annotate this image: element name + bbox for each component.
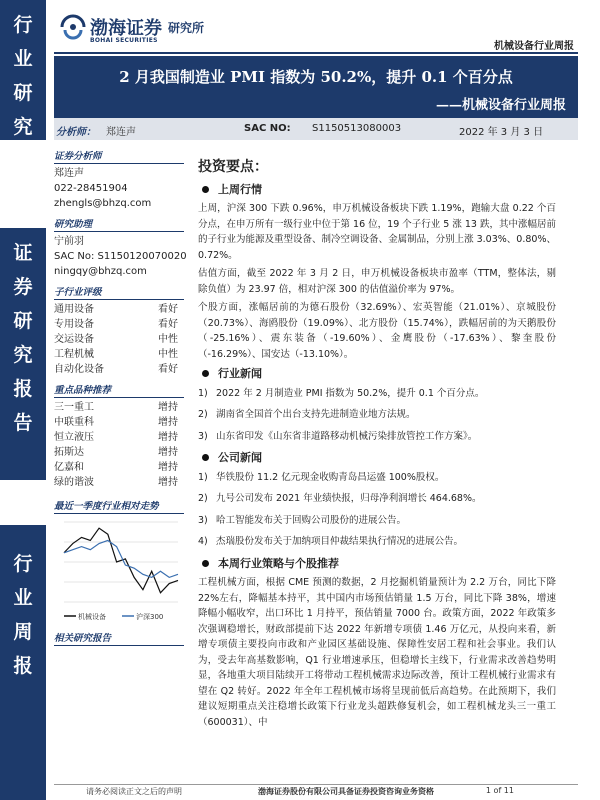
rating-row — [54, 415, 184, 430]
bullet-icon — [202, 560, 209, 567]
related-section-heading: 相关研究报告 — [54, 630, 184, 646]
list-text: 哈工智能发布关于回购公司股份的进展公告。 — [216, 514, 407, 526]
band-char: 报 — [13, 378, 33, 400]
report-subtitle: ——机械设备行业周报 — [435, 98, 566, 113]
paragraph: 上周，沪深 300 下跌 0.96%，申万机械设备板块下跌 1.19%，跑输大盘 0.22 个百分点，在申万所有一级行业中位于第 16 位，19 个子行业 5 涨 13 跌，其中涨幅居前的子行业为能源及重型设备、制冷空调设备、金属制品，分别上涨 3.03%、0.80%、0.72%。 — [198, 203, 556, 261]
list-text: 九号公司发布 2021 年业绩快报，归母净利润增长 464.68%。 — [216, 493, 482, 504]
report-date: 2022 年 3 月 3 日 — [459, 127, 544, 138]
item-name: 绿的谐波 — [54, 477, 94, 488]
rating-list — [54, 302, 184, 377]
rating-section-heading: 子行业评级 — [54, 284, 184, 300]
band-char: 告 — [13, 412, 33, 434]
header-divider — [54, 52, 578, 54]
list-item — [198, 513, 556, 529]
band-char: 究 — [13, 344, 33, 366]
item-rating: 增持 — [158, 447, 178, 458]
band-char: 行 — [13, 14, 33, 36]
rating-row — [54, 362, 184, 377]
list-text: 山东省印发《山东省非道路移动机械污染排放管控工作方案》。 — [216, 430, 478, 442]
footer-disclaimer: 请务必阅读正文之后的声明 — [86, 787, 182, 796]
item-name: 亿嘉和 — [54, 462, 84, 473]
band-char: 研 — [13, 310, 33, 332]
band-char: 业 — [13, 587, 33, 609]
chart-section-heading: 最近一季度行业相对走势 — [54, 498, 184, 514]
band-char: 周 — [13, 621, 33, 643]
item-rating: 增持 — [158, 432, 178, 443]
legend-label: 沪深300 — [136, 613, 164, 621]
band-char: 券 — [13, 276, 33, 298]
section-title: 公司新闻 — [218, 451, 262, 464]
bullet-icon — [202, 370, 209, 377]
list-text: 华铁股份 11.2 亿元现金收购青岛昌运盛 100%股权。 — [216, 471, 445, 483]
assistant-sac: SAC No: S1150120070020 — [54, 251, 187, 262]
analyst-email: zhengls@bhzq.com — [54, 198, 152, 209]
legend-label: 机械设备 — [78, 613, 106, 621]
item-name: 恒立液压 — [54, 432, 94, 443]
item-name: 三一重工 — [54, 402, 94, 413]
list-text: 湖南省全国首个出台支持先进制造业地方法规。 — [216, 409, 416, 420]
band-char: 行 — [13, 553, 33, 575]
list-text: 2022 年 2 月制造业 PMI 指数为 50.2%，提升 0.1 个百分点。 — [216, 387, 485, 399]
list-item — [198, 386, 556, 402]
band-bottom — [0, 525, 46, 800]
stocks-section-heading: 重点品种推荐 — [54, 382, 184, 398]
item-rating: 增持 — [158, 417, 178, 428]
stock-list — [54, 400, 184, 490]
assistant-email: ningqy@bhzq.com — [54, 266, 147, 277]
list-number: 2) — [198, 409, 208, 420]
company-logo — [60, 14, 205, 44]
item-rating: 看好 — [158, 364, 178, 375]
band-middle — [0, 228, 46, 480]
series-line — [64, 528, 178, 593]
list-item — [198, 470, 556, 486]
list-text: 杰瑞股份发布关于加纳项目仲裁结果执行情况的进展公告。 — [216, 536, 464, 547]
rating-row — [54, 430, 184, 445]
band-char: 证 — [13, 242, 33, 264]
sac-number: S1150513080003 — [312, 123, 402, 134]
meta-bar — [54, 118, 578, 140]
band-char: 研 — [13, 82, 33, 104]
rating-row — [54, 460, 184, 475]
rating-row — [54, 302, 184, 317]
list-number: 4) — [198, 536, 208, 547]
report-type-tag: 机械设备行业周报 — [494, 41, 574, 52]
band-char: 报 — [13, 655, 33, 677]
rating-row — [54, 347, 184, 362]
main-content — [198, 160, 556, 738]
item-name: 自动化设备 — [54, 364, 104, 375]
section-title: 行业新闻 — [218, 367, 262, 380]
logo-text-cn: 渤海证券 — [90, 18, 162, 39]
assistant-name: 宁前羽 — [54, 236, 84, 247]
paragraph: 工程机械方面，根据 CME 预测的数据，2 月挖掘机销量预计为 2.2 万台，同比下降 22%左右，降幅基本持平，其中国内市场预估销量 1.5 万台，同比下降 38%，增速降幅小幅收窄，出口环比 1 月持平，预估销量 7000 台。政策方面，2022 年政策多次强调稳增长，财政部提前下达 2022 年新增专项债 1.46 万亿元，从投向来看，新增专项债主要投向市政和产业园区基础设施、保障性安居工程和社会事业。我们认为，受去年高基数影响，Q1 行业增速承压，但稳增长主线下，行业需求改善趋势明显，各地重大项目陆续开工将带动工程机械需求边际改善，预计工程机械行业需求有望在 Q2 转好。2022 年全年工程机械市场将呈现前低后高趋势。在此预期下，我们建议短期重点关注稳增长政策下行业龙头超跌修复机会，如工程机械龙头三一重工（600031）、中 — [198, 577, 556, 728]
industry-news-list — [198, 386, 556, 445]
analyst-phone: 022-28451904 — [54, 183, 128, 194]
item-rating: 增持 — [158, 402, 178, 413]
item-name: 交运设备 — [54, 334, 94, 345]
section-heading — [198, 182, 556, 198]
item-name: 工程机械 — [54, 349, 94, 360]
analyst-section-heading: 证券分析师 — [54, 148, 184, 164]
section-heading — [198, 366, 556, 382]
footer-divider — [54, 784, 578, 785]
item-name: 通用设备 — [54, 304, 94, 315]
bullet-icon — [202, 454, 209, 461]
section-title: 上周行情 — [218, 182, 262, 196]
paragraph: 个股方面，涨幅居前的为德石股份（32.69%）、宏英智能（21.01%）、京城股份（20.73%）、海鸥股份（19.09%）、北方股份（15.74%），跌幅居前的为天鹅股份（-25.16%）、震东装备（-19.60%）、金鹰股份（-17.63%）、黎奎股份（-16.29%）、国安达（-13.10%）。 — [198, 302, 556, 360]
item-rating: 看好 — [158, 319, 178, 330]
item-name: 中联重科 — [54, 417, 94, 428]
item-name: 专用设备 — [54, 319, 94, 330]
rating-row — [54, 317, 184, 332]
sac-label: SAC NO: — [244, 123, 291, 134]
logo-mark-icon — [60, 14, 86, 40]
sidebar — [54, 148, 187, 648]
list-number: 1) — [198, 471, 208, 483]
bullet-icon — [202, 186, 209, 193]
relative-performance-chart — [54, 516, 182, 624]
list-number: 3) — [198, 514, 208, 526]
item-rating: 中性 — [158, 349, 178, 360]
list-number: 2) — [198, 493, 208, 504]
assistant-section-heading: 研究助理 — [54, 216, 184, 232]
section-heading — [198, 450, 556, 466]
page-number: 1 of 11 — [485, 786, 514, 795]
paragraph: 估值方面，截至 2022 年 3 月 2 日，申万机械设备板块市盈率（TTM，整体法，剔除负值）为 23.97 倍，相对沪深 300 的估值溢价率为 97%。 — [198, 268, 556, 295]
item-rating: 中性 — [158, 334, 178, 345]
footer-qualification: 渤海证券股份有限公司具备证券投资咨询业务资格 — [258, 787, 434, 796]
list-item — [198, 429, 556, 445]
analyst-name: 郑连声 — [106, 127, 136, 138]
band-top — [0, 0, 46, 140]
rating-row — [54, 400, 184, 415]
series-line — [64, 540, 178, 577]
analyst-label: 分析师： — [56, 127, 96, 138]
rating-row — [54, 332, 184, 347]
company-news-list — [198, 470, 556, 550]
rating-row — [54, 475, 184, 490]
list-item — [198, 534, 556, 550]
list-item — [198, 407, 556, 423]
item-name: 拓斯达 — [54, 447, 84, 458]
list-number: 3) — [198, 430, 208, 442]
rating-row — [54, 445, 184, 460]
list-number: 1) — [198, 387, 208, 399]
list-item — [198, 491, 556, 507]
main-title: 投资要点： — [198, 159, 268, 175]
band-char: 究 — [13, 116, 33, 138]
title-banner — [54, 56, 578, 118]
section-title: 本周行业策略与个股推荐 — [218, 556, 339, 570]
item-rating: 增持 — [158, 477, 178, 488]
analyst-line: 郑连声 — [54, 168, 84, 179]
department-label: 研究所 — [168, 20, 205, 35]
item-rating: 看好 — [158, 304, 178, 315]
report-title: 2 月我国制造业 PMI 指数为 50.2%，提升 0.1 个百分点 — [119, 68, 513, 86]
item-rating: 增持 — [158, 462, 178, 473]
section-heading — [198, 556, 556, 572]
logo-text-en: BOHAI SECURITIES — [90, 37, 158, 44]
band-char: 业 — [13, 48, 33, 70]
